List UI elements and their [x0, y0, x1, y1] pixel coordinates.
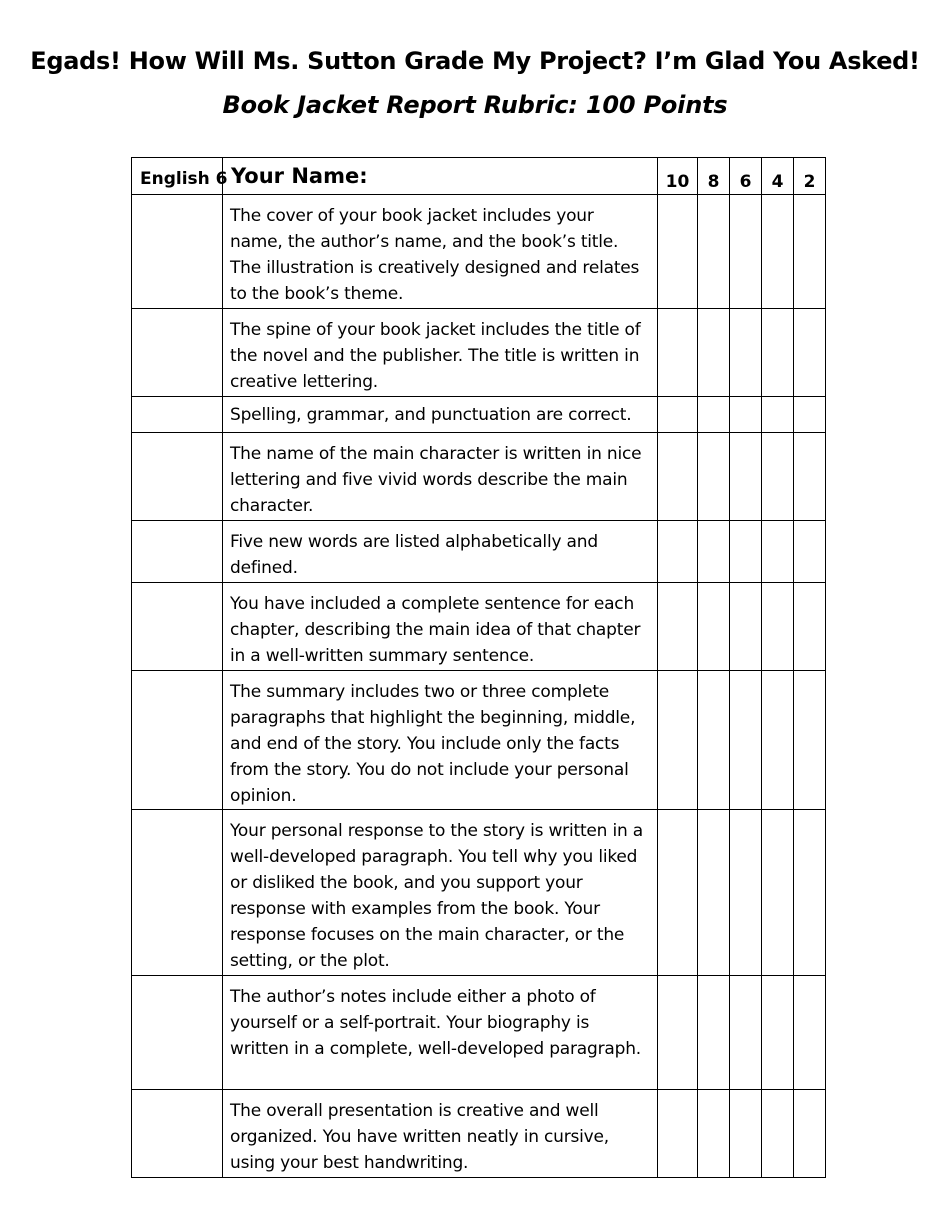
- criterion-text: Five new words are listed alphabetically and defined.: [223, 521, 658, 583]
- course-label: English 6: [132, 158, 223, 195]
- score-box-6: [730, 671, 762, 810]
- score-box-10: [658, 521, 698, 583]
- score-box-8: [698, 583, 730, 671]
- criterion-text: Your personal response to the story is written in a well-developed paragraph. You tell why you liked or disliked the book, and you support your response with examples from the book. Your response focuses on the main character, or the setting, or the plot.: [223, 810, 658, 976]
- score-box-6: [730, 583, 762, 671]
- score-box-2: [794, 583, 826, 671]
- score-box-6: [730, 309, 762, 397]
- score-box-8: [698, 397, 730, 433]
- criterion-text: The summary includes two or three complete paragraphs that highlight the beginning, middle, and end of the story. You include only the facts from the story. You do not include your personal opinion.: [223, 671, 658, 810]
- score-box-6: [730, 976, 762, 1090]
- score-box-4: [762, 810, 794, 976]
- rubric-row: [132, 521, 826, 583]
- score-box-6: [730, 195, 762, 309]
- score-box-8: [698, 309, 730, 397]
- score-header-4: 4: [762, 158, 794, 195]
- score-box-4: [762, 309, 794, 397]
- score-box-8: [698, 521, 730, 583]
- score-box-10: [658, 810, 698, 976]
- score-box-2: [794, 521, 826, 583]
- criterion-text: The name of the main character is written in nice lettering and five vivid words describe the main character.: [223, 433, 658, 521]
- criterion-text: You have included a complete sentence for each chapter, describing the main idea of that chapter in a well-written summary sentence.: [223, 583, 658, 671]
- rubric-row: [132, 810, 826, 976]
- score-box-6: [730, 521, 762, 583]
- score-box-4: [762, 671, 794, 810]
- score-box-2: [794, 976, 826, 1090]
- rubric-row: [132, 1090, 826, 1178]
- criterion-text: The spine of your book jacket includes the title of the novel and the publisher. The title is written in creative lettering.: [223, 309, 658, 397]
- row-blank-cell: [132, 671, 223, 810]
- score-box-4: [762, 397, 794, 433]
- score-header-8: 8: [698, 158, 730, 195]
- score-box-8: [698, 810, 730, 976]
- rubric-table: [131, 157, 826, 1178]
- row-blank-cell: [132, 976, 223, 1090]
- page-title: Egads! How Will Ms. Sutton Grade My Project? I’m Glad You Asked!: [30, 47, 920, 75]
- score-box-6: [730, 433, 762, 521]
- score-box-8: [698, 433, 730, 521]
- criterion-text: The overall presentation is creative and well organized. You have written neatly in cursive, using your best handwriting.: [223, 1090, 658, 1178]
- rubric-row: [132, 433, 826, 521]
- score-box-2: [794, 1090, 826, 1178]
- rubric-row: [132, 397, 826, 433]
- score-header-10: 10: [658, 158, 698, 195]
- rubric-subtitle: Book Jacket Report Rubric: 100 Points: [222, 91, 728, 119]
- score-box-4: [762, 1090, 794, 1178]
- score-box-2: [794, 397, 826, 433]
- criterion-text: Spelling, grammar, and punctuation are correct.: [223, 397, 658, 433]
- score-header-2: 2: [794, 158, 826, 195]
- row-blank-cell: [132, 1090, 223, 1178]
- rubric-row: [132, 976, 826, 1090]
- rubric-row: [132, 195, 826, 309]
- score-box-10: [658, 976, 698, 1090]
- row-blank-cell: [132, 810, 223, 976]
- score-box-8: [698, 1090, 730, 1178]
- score-box-6: [730, 810, 762, 976]
- header-row: [132, 158, 826, 195]
- score-box-8: [698, 195, 730, 309]
- row-blank-cell: [132, 433, 223, 521]
- score-box-2: [794, 810, 826, 976]
- score-box-8: [698, 671, 730, 810]
- score-box-4: [762, 976, 794, 1090]
- row-blank-cell: [132, 195, 223, 309]
- score-box-10: [658, 583, 698, 671]
- row-blank-cell: [132, 397, 223, 433]
- row-blank-cell: [132, 521, 223, 583]
- score-box-4: [762, 521, 794, 583]
- score-box-2: [794, 309, 826, 397]
- score-header-6: 6: [730, 158, 762, 195]
- score-box-10: [658, 397, 698, 433]
- score-box-10: [658, 309, 698, 397]
- score-box-10: [658, 1090, 698, 1178]
- row-blank-cell: [132, 583, 223, 671]
- score-box-8: [698, 976, 730, 1090]
- score-box-2: [794, 433, 826, 521]
- score-box-4: [762, 583, 794, 671]
- name-field-label: Your Name:: [223, 158, 658, 195]
- score-box-10: [658, 195, 698, 309]
- score-box-10: [658, 671, 698, 810]
- criterion-text: The author’s notes include either a photo of yourself or a self-portrait. Your biography is written in a complete, well-developed paragraph.: [223, 976, 658, 1090]
- score-box-10: [658, 433, 698, 521]
- criterion-text: The cover of your book jacket includes your name, the author’s name, and the book’s title. The illustration is creatively designed and relates to the book’s theme.: [223, 195, 658, 309]
- score-box-2: [794, 195, 826, 309]
- score-box-4: [762, 195, 794, 309]
- score-box-6: [730, 397, 762, 433]
- row-blank-cell: [132, 309, 223, 397]
- score-box-2: [794, 671, 826, 810]
- score-box-6: [730, 1090, 762, 1178]
- score-box-4: [762, 433, 794, 521]
- rubric-row: [132, 309, 826, 397]
- rubric-row: [132, 671, 826, 810]
- rubric-row: [132, 583, 826, 671]
